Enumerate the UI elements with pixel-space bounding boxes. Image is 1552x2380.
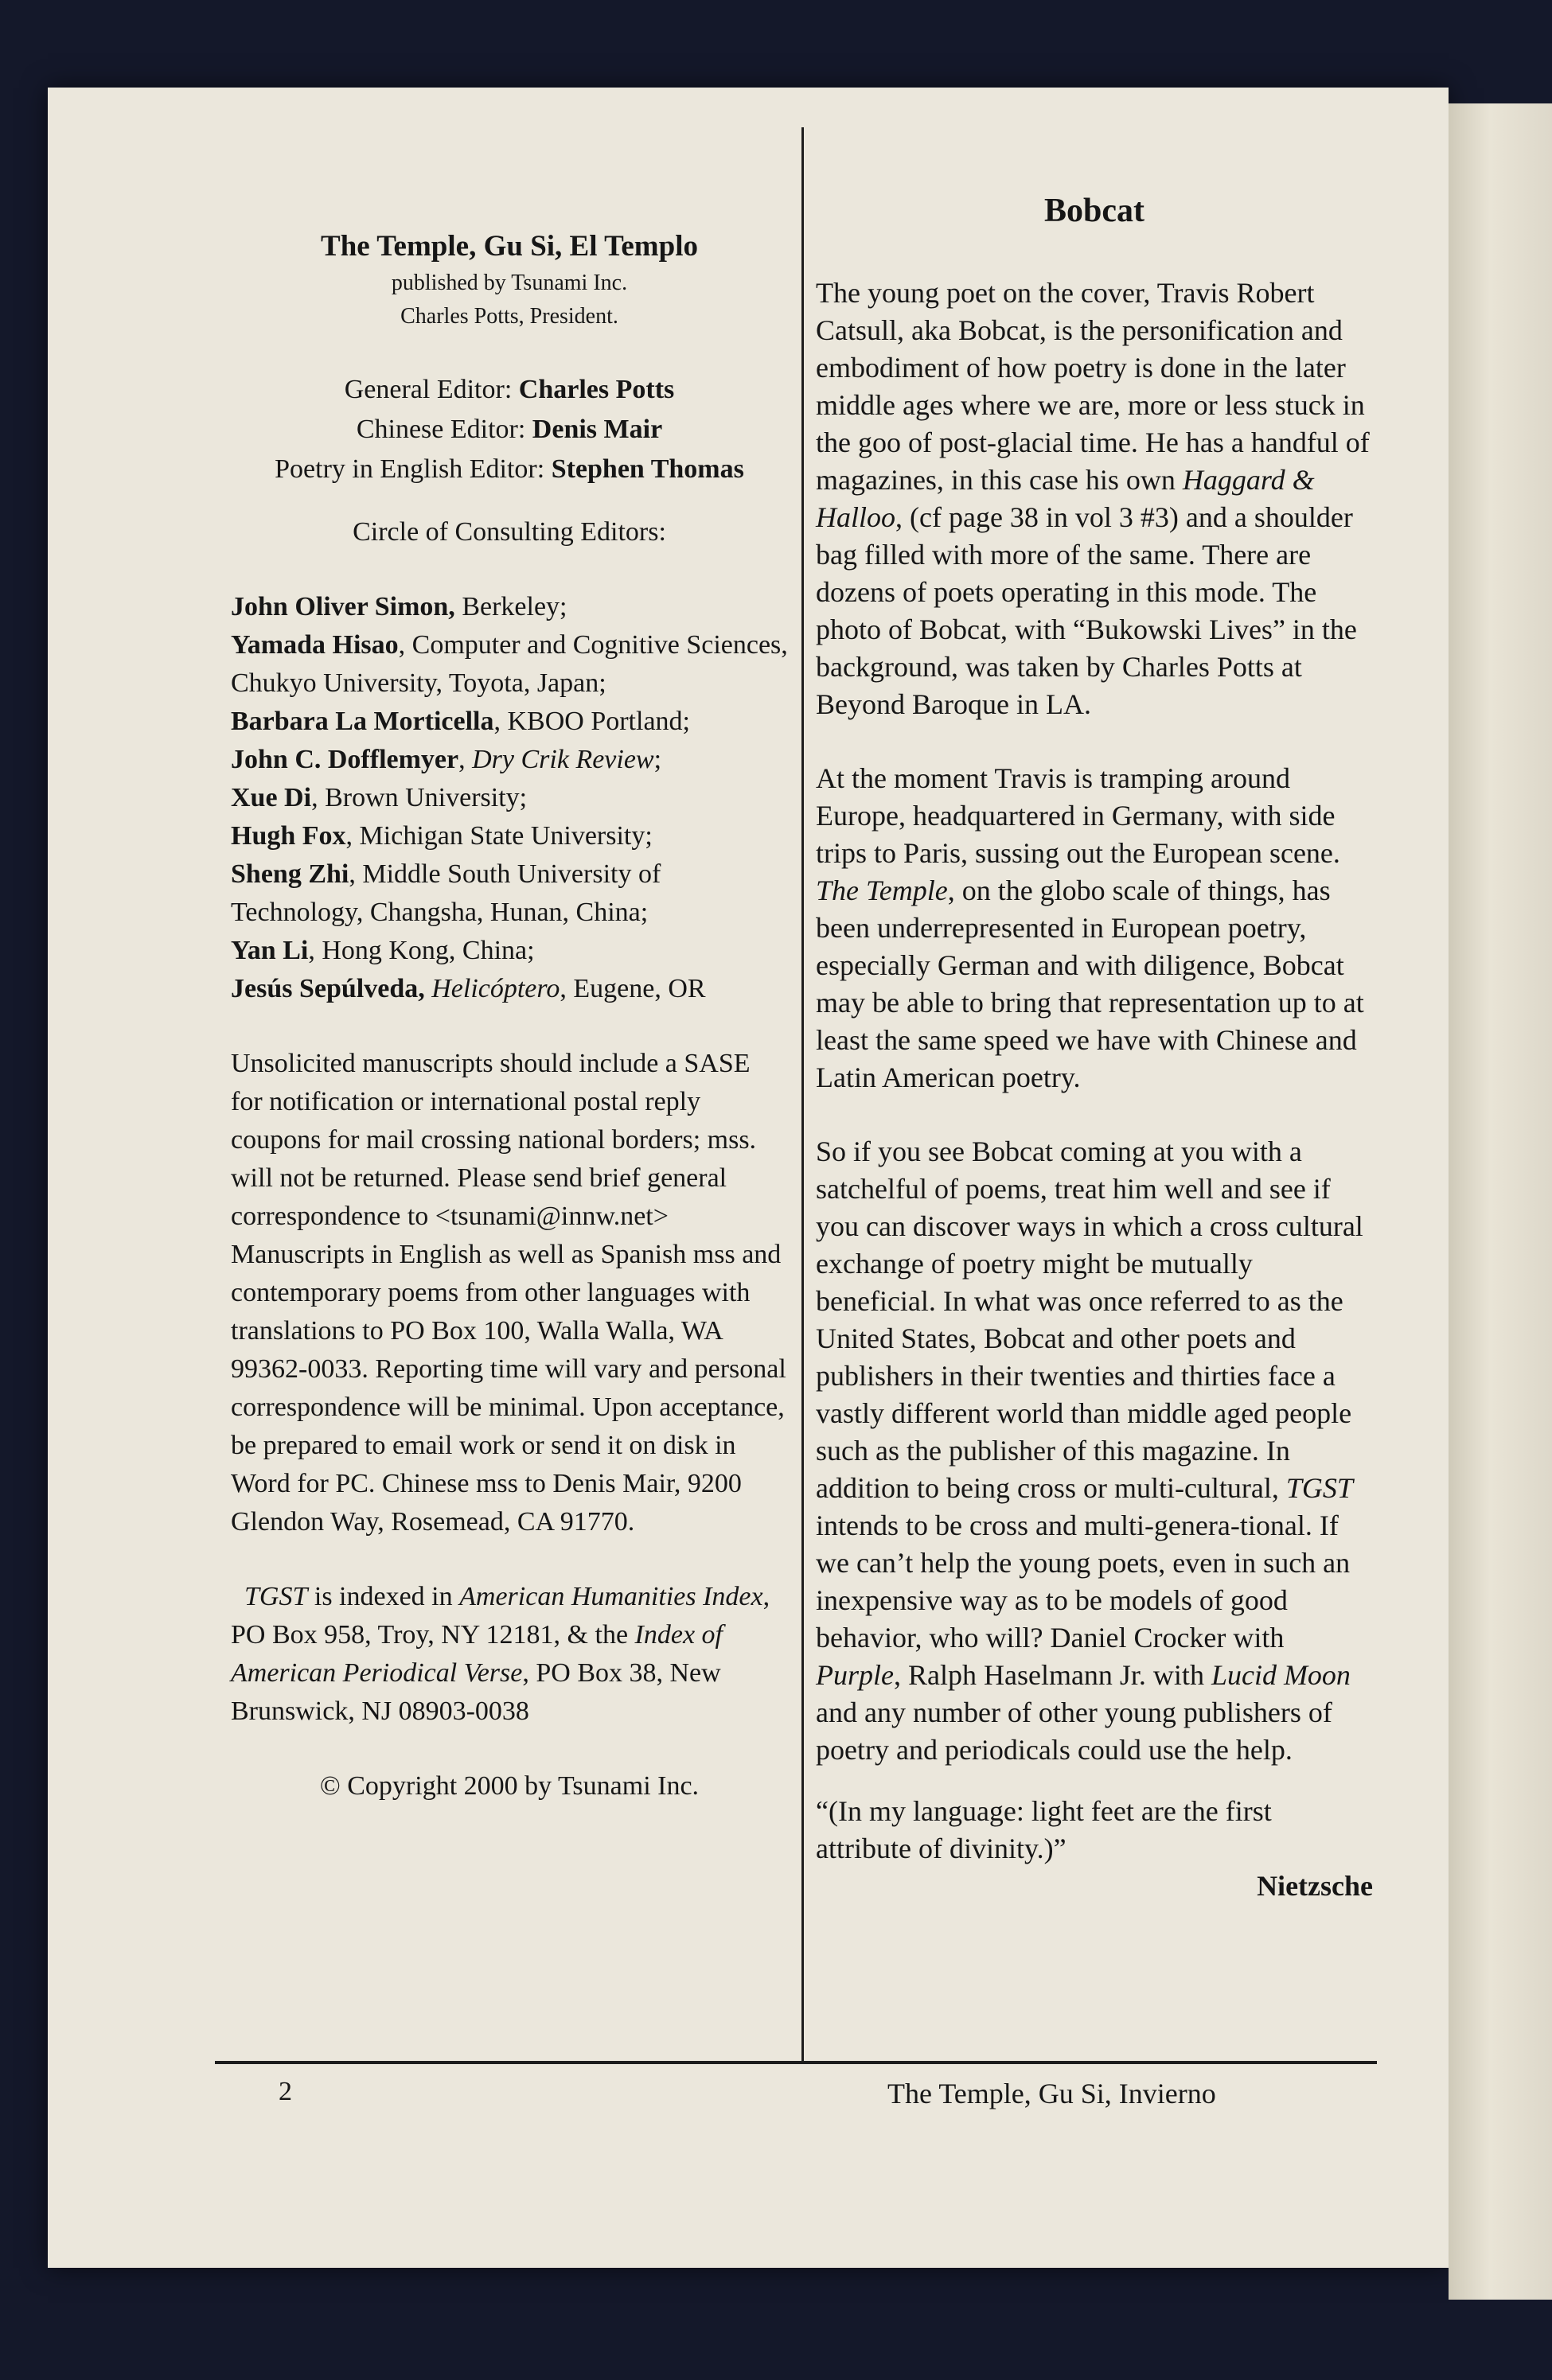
masthead-title: The Temple, Gu Si, El Templo xyxy=(321,230,698,263)
general-editor-name: Charles Potts xyxy=(518,375,675,404)
consulting-member: Yamada Hisao, Computer and Cognitive Sciences, Chukyo University, Toyota, Japan; xyxy=(231,630,788,698)
poetry-editor-name: Stephen Thomas xyxy=(551,454,744,484)
consulting-member: John Oliver Simon, Berkeley; xyxy=(231,592,567,621)
chinese-editor xyxy=(231,410,788,450)
consulting-member: Jesús Sepúlveda, Helicóptero, Eugene, OR xyxy=(231,974,706,1003)
copyright-notice: © Copyright 2000 by Tsunami Inc. xyxy=(319,1771,700,1801)
masthead-president: Charles Potts, President. xyxy=(400,304,618,329)
editor-list xyxy=(231,370,788,489)
article-title: Bobcat xyxy=(1044,193,1145,229)
page-number: 2 xyxy=(279,2077,292,2106)
chinese-editor-label: Chinese Editor: xyxy=(356,415,532,444)
general-editor-label: General Editor: xyxy=(344,375,519,404)
consulting-member: Sheng Zhi, Middle South University of Technology, Changsha, Hunan, China; xyxy=(231,859,661,927)
quote-text: “(In my language: light feet are the first attribute of divinity.)” xyxy=(816,1795,1272,1864)
article-paragraph-2: At the moment Travis is tramping around Europe, headquartered in Germany, with side trips to Paris, sussing out the European scene. The Temple, on the globo scale of things, has been underrepresented in European poetry, especially German and with diligence, Bobcat may be able to bring that representation up to at least the same speed we have with Chinese and Latin American poetry. xyxy=(816,762,1364,1093)
quote-author: Nietzsche xyxy=(1257,1870,1373,1902)
column-divider xyxy=(801,127,804,2061)
chinese-editor-name: Denis Mair xyxy=(532,415,663,444)
closing-quote xyxy=(816,1793,1373,1868)
poetry-editor xyxy=(231,450,788,489)
consulting-member: Hugh Fox, Michigan State University; xyxy=(231,821,653,851)
article-paragraph-1: The young poet on the cover, Travis Robert Catsull, aka Bobcat, is the personification and embodiment of how poetry is done in the later middle ages where we are, more or less stuck in the goo of post-glacial time. He has a handful of magazines, in this case his own Haggard & Halloo, (cf page 38 in vol 3 #3) and a shoulder bag filled with more of the same. There are dozens of poets operating in this mode. The photo of Bobcat, with “Bukowski Lives” in the background, was taken by Charles Potts at Beyond Baroque in LA. xyxy=(816,277,1370,720)
general-editor xyxy=(231,370,788,410)
article-column xyxy=(816,187,1373,1905)
masthead-column xyxy=(231,227,788,1805)
masthead xyxy=(231,227,788,333)
poetry-editor-label: Poetry in English Editor: xyxy=(275,454,552,484)
consulting-heading: Circle of Consulting Editors: xyxy=(353,517,666,547)
masthead-publisher: published by Tsunami Inc. xyxy=(391,271,628,295)
quote-attribution xyxy=(816,1868,1373,1905)
article-paragraph-3: So if you see Bobcat coming at you with a satchelful of poems, treat him well and see if you can discover ways in which a cross cultural exchange of poetry might be mutually beneficial. In what was once referred to as the United States, Bobcat and other poets and publishers in their twenties and thirties face a vastly different world than middle aged people such as the publisher of this magazine. In addition to being cross or multi-cultural, TGST intends to be cross and multi-genera-tional. If we can’t help the young poets, even in such an inexpensive way as to be models of good behavior, who will? Daniel Crocker with Purple, Ralph Haselmann Jr. with Lucid Moon and any number of other young publishers of poetry and periodicals could use the help. xyxy=(816,1135,1363,1766)
consulting-editors xyxy=(231,588,788,1008)
footer-rule xyxy=(215,2061,1377,2064)
indexing-notice: TGST is indexed in American Humanities Index, PO Box 958, Troy, NY 12181, & the Index of American Periodical Verse, PO Box 38, New Brunswick, NJ 08903-0038 xyxy=(231,1582,770,1726)
consulting-member: John C. Dofflemyer, Dry Crik Review; xyxy=(231,745,662,774)
facing-page-edge xyxy=(1449,103,1552,2300)
consulting-member: Barbara La Morticella, KBOO Portland; xyxy=(231,707,690,736)
consulting-member: Yan Li, Hong Kong, China; xyxy=(231,936,535,965)
consulting-member: Xue Di, Brown University; xyxy=(231,783,528,812)
running-title: The Temple, Gu Si, Invierno xyxy=(887,2078,1216,2109)
submission-guidelines: Unsolicited manuscripts should include a SASE for notification or international postal reply coupons for mail crossing national borders; mss. will not be returned. Please send brief general correspondence to <tsunami@innw.net> Manuscripts in English as well as Spanish mss and contemporary poems from other languages with translations to PO Box 100, Walla Walla, WA 99362-0033. Reporting time will vary and personal correspondence will be minimal. Upon acceptance, be prepared to email work or send it on disk in Word for PC. Chinese mss to Denis Mair, 9200 Glendon Way, Rosemead, CA 91770. xyxy=(231,1049,786,1537)
